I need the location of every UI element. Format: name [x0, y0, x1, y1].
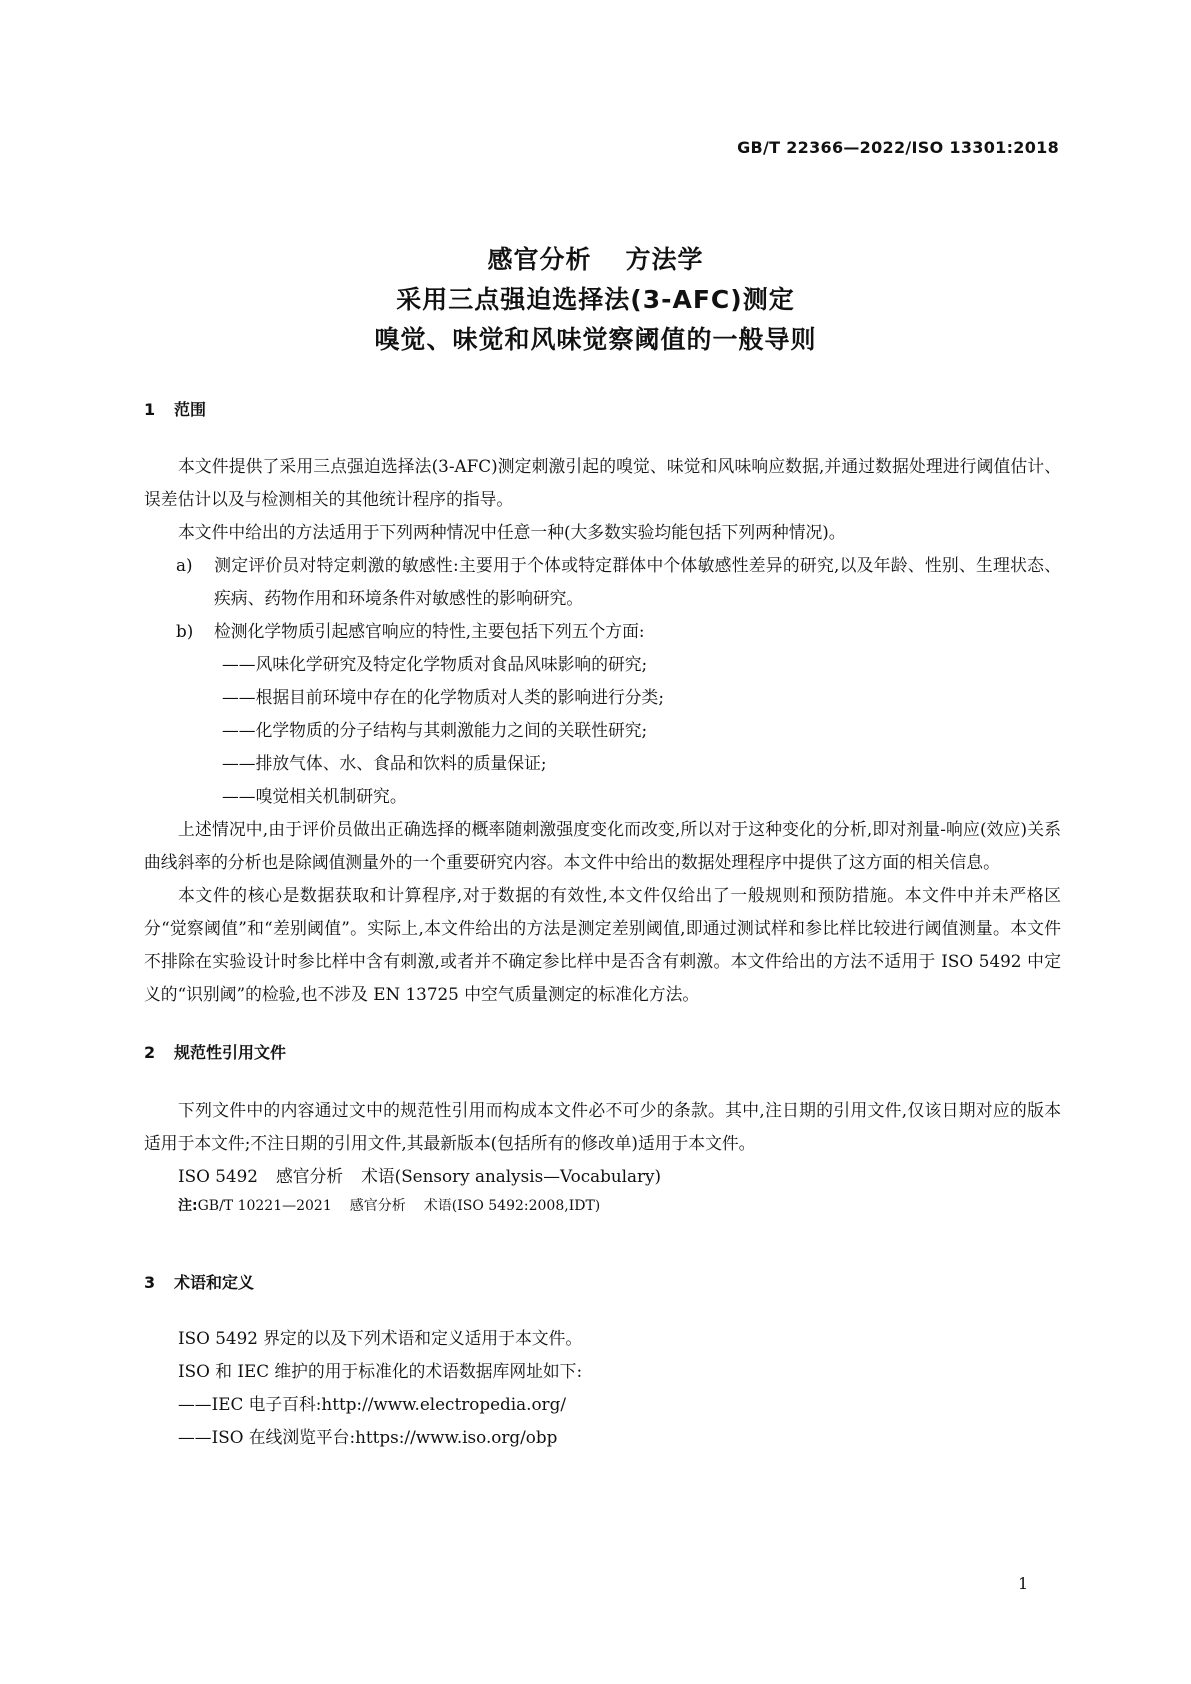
title-line-3: 嗅觉、味觉和风味觉察阈值的一般导则: [374, 325, 817, 354]
terminology-link-iec[interactable]: ——IEC 电子百科:http://www.electropedia.org/: [178, 1394, 566, 1414]
section-1-title: 范围: [174, 400, 207, 419]
note-code: GB/T 10221—2021: [197, 1198, 332, 1214]
section-3-title: 术语和定义: [174, 1273, 255, 1292]
section-3-body: [144, 1322, 1061, 1454]
section-2-body: [144, 1094, 1061, 1219]
section-2-heading: [144, 1040, 286, 1063]
section-1-number: 1: [144, 400, 156, 419]
section-1-paragraph-1: 本文件提供了采用三点强迫选择法(3-AFC)测定刺激引起的嗅觉、味觉和风味响应数据,并通过数据处理进行阈值估计、误差估计以及与检测相关的其他统计程序的指导。: [144, 456, 1061, 509]
section-3-paragraph-1: ISO 5492 界定的以及下列术语和定义适用于本文件。: [178, 1328, 583, 1348]
note-subtitle: 术语(ISO 5492:2008,IDT): [423, 1198, 601, 1214]
dash-item: ——化学物质的分子结构与其刺激能力之间的关联性研究;: [222, 720, 648, 740]
page-number: 1: [1018, 1574, 1029, 1593]
section-1-paragraph-2: 本文件中给出的方法适用于下列两种情况中任意一种(大多数实验均能包括下列两种情况)。: [178, 522, 846, 542]
note-label: 注:: [178, 1198, 198, 1214]
title-line-1: [0, 240, 1191, 280]
dash-item: ——根据目前环境中存在的化学物质对人类的影响进行分类;: [222, 687, 664, 707]
section-1-body: [144, 450, 1061, 1011]
section-1-heading: [144, 397, 206, 420]
list-item-b: [144, 615, 1061, 648]
title-line-1-part-2: 方法学: [625, 245, 704, 274]
section-2-paragraph-1: 下列文件中的内容通过文中的规范性引用而构成本文件必不可少的条款。其中,注日期的引用文件,仅该日期对应的版本适用于本文件;不注日期的引用文件,其最新版本(包括所有的修改单)适用于本文件。: [144, 1100, 1061, 1153]
section-3-number: 3: [144, 1273, 156, 1292]
reference-code: ISO 5492: [178, 1166, 258, 1186]
list-item-a-text: 测定评价员对特定刺激的敏感性:主要用于个体或特定群体中个体敏感性差异的研究,以及年龄、性别、生理状态、疾病、药物作用和环境条件对敏感性的影响研究。: [214, 555, 1061, 608]
title-line-2: 采用三点强迫选择法(3-AFC)测定: [396, 285, 795, 314]
note-title: 感官分析: [349, 1198, 406, 1214]
section-1-paragraph-4: 本文件的核心是数据获取和计算程序,对于数据的有效性,本文件仅给出了一般规则和预防措施。本文件中并未严格区分“觉察阈值”和“差别阈值”。实际上,本文件给出的方法是测定差别阈值,即通过测试样和参比样比较进行阈值测量。本文件不排除在实验设计时参比样中含有刺激,或者并不确定参比样中是否含有刺激。本文件给出的方法不适用于 ISO 5492 中定义的“识别阈”的检验,也不涉及 EN 13725 中空气质量测定的标准化方法。: [144, 885, 1061, 1004]
section-3-paragraph-2: ISO 和 IEC 维护的用于标准化的术语数据库网址如下:: [178, 1361, 583, 1381]
terminology-link-iso[interactable]: ——ISO 在线浏览平台:https://www.iso.org/obp: [178, 1427, 558, 1447]
dash-item: ——排放气体、水、食品和饮料的质量保证;: [222, 753, 547, 773]
title-line-1-part-1: 感官分析: [487, 245, 592, 274]
list-item-a-label: a): [176, 555, 193, 575]
document-title: [0, 240, 1191, 360]
section-1-paragraph-3: 上述情况中,由于评价员做出正确选择的概率随刺激强度变化而改变,所以对于这种变化的分析,即对剂量-响应(效应)关系曲线斜率的分析也是除阈值测量外的一个重要研究内容。本文件中给出的数据处理程序中提供了这方面的相关信息。: [144, 819, 1061, 872]
list-item-b-text: 检测化学物质引起感官响应的特性,主要包括下列五个方面:: [214, 621, 645, 641]
dash-item: ——嗅觉相关机制研究。: [222, 786, 407, 806]
standard-code-header: GB/T 22366—2022/ISO 13301:2018: [737, 138, 1059, 157]
dash-item: ——风味化学研究及特定化学物质对食品风味影响的研究;: [222, 654, 648, 674]
section-2-title: 规范性引用文件: [174, 1043, 287, 1062]
section-2-number: 2: [144, 1043, 156, 1062]
section-3-heading: [144, 1270, 254, 1293]
normative-reference: [144, 1160, 1061, 1193]
reference-note: [144, 1193, 1061, 1219]
list-item-b-label: b): [176, 621, 194, 641]
list-item-a: [144, 549, 1061, 615]
reference-title: 感官分析: [275, 1166, 344, 1186]
reference-subtitle: 术语(Sensory analysis—Vocabulary): [361, 1166, 662, 1186]
